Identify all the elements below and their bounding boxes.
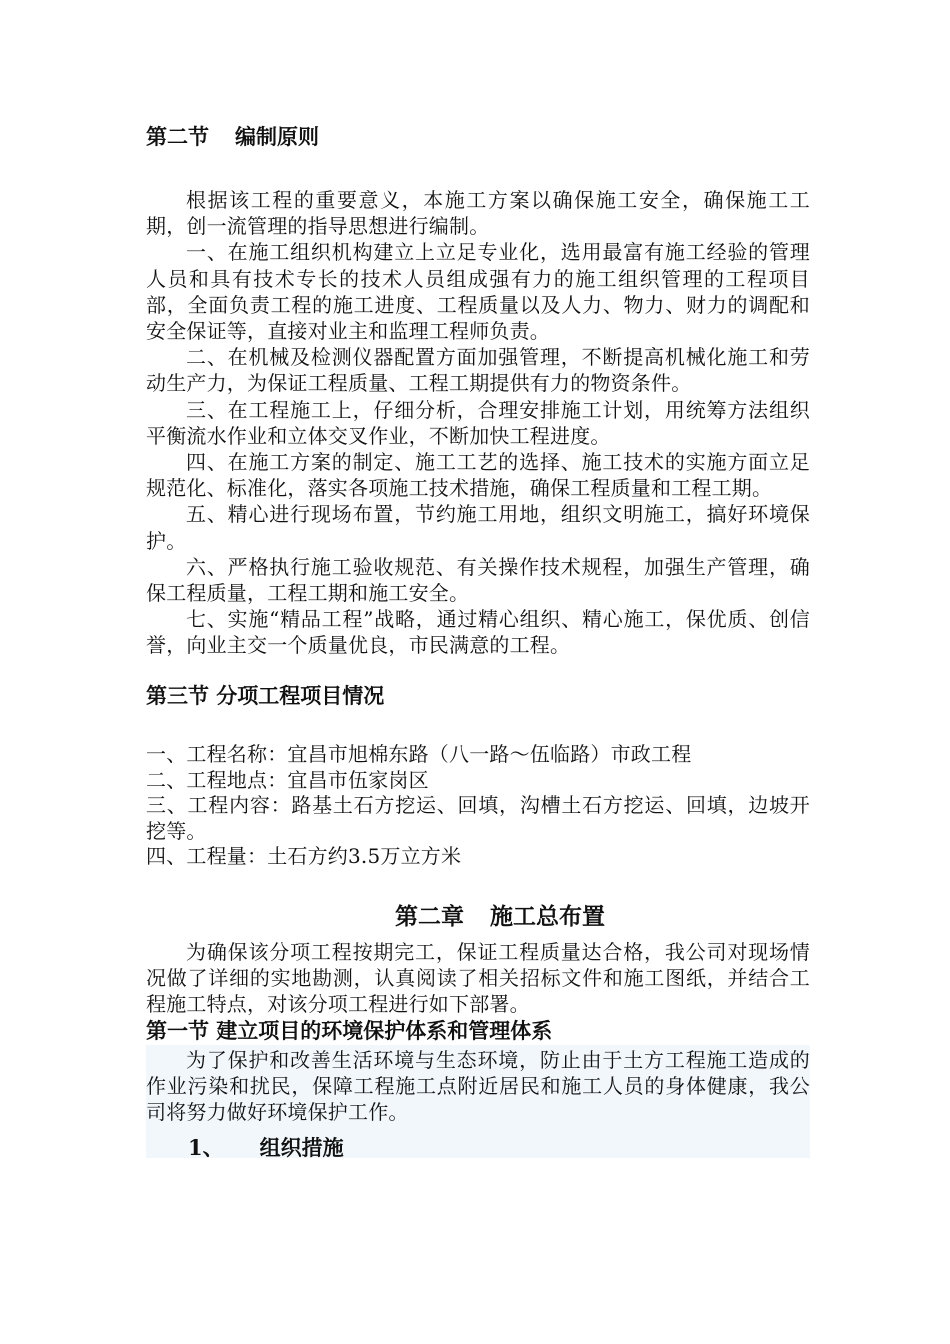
paragraph: 一、在施工组织机构建立上立足专业化，选用最富有施工经验的管理人员和具有技术专长的技术人员组成强有力的施工组织管理的工程项目部，全面负责工程的施工进度、工程质量以及人力、物力、财力的调配和安全保证等，直接对业主和监理工程师负责。 [146, 240, 810, 344]
paragraph: 二、在机械及检测仪器配置方面加强管理，不断提高机械化施工和劳动生产力，为保证工程质量、工程工期提供有力的物资条件。 [146, 345, 810, 396]
list-item: 一、工程名称：宜昌市旭棉东路（八一路～伍临路）市政工程 [146, 742, 692, 766]
paragraph: 根据该工程的重要意义，本施工方案以确保施工安全，确保施工工期，创一流管理的指导思想进行编制。 [146, 188, 810, 239]
paragraph: 四、在施工方案的制定、施工工艺的选择、施工技术的实施方面立足规范化、标准化，落实各项施工技术措施，确保工程质量和工程工期。 [146, 450, 810, 501]
section3-list [146, 742, 810, 870]
paragraph: 为了保护和改善生活环境与生态环境，防止由于土方工程施工造成的作业污染和扰民，保障工程施工点附近居民和施工人员的身体健康，我公司将努力做好环境保护工作。 [146, 1048, 810, 1125]
chapter-heading [0, 902, 950, 932]
subsection-num: 1、 [188, 1135, 224, 1160]
section3-heading: 第三节 分项工程项目情况 [146, 683, 385, 708]
chapter-intro [146, 939, 810, 1018]
paragraph: 为确保该分项工程按期完工，保证工程质量达合格，我公司对现场情况做了详细的实地勘测，认真阅读了相关招标文件和施工图纸，并结合工程施工特点，对该分项工程进行如下部署。 [146, 940, 810, 1017]
section1-body [146, 1047, 810, 1126]
paragraph: 六、严格执行施工验收规范、有关操作技术规程，加强生产管理，确保工程质量，工程工期和施工安全。 [146, 554, 810, 606]
section2-body [146, 187, 810, 659]
section1-heading: 第一节 建立项目的环境保护体系和管理体系 [146, 1018, 553, 1043]
section2-heading-num: 第二节 [146, 124, 209, 149]
list-item: 三、工程内容：路基土石方挖运、回填，沟槽土石方挖运、回填，边坡开挖等。 [146, 793, 810, 843]
chapter-num: 第二章 [395, 903, 464, 930]
paragraph: 七、实施“精品工程”战略，通过精心组织、精心施工，保优质、创信誉，向业主交一个质量优良，市民满意的工程。 [146, 607, 810, 658]
subsection-heading [188, 1134, 488, 1161]
chapter-title: 施工总布置 [490, 903, 605, 930]
section2-heading [146, 123, 810, 150]
subsection-title: 组织措施 [259, 1135, 344, 1160]
paragraph: 五、精心进行现场布置，节约施工用地，组织文明施工，搞好环境保护。 [146, 502, 810, 553]
list-item: 二、工程地点：宜昌市伍家岗区 [146, 767, 429, 792]
section2-heading-title: 编制原则 [235, 124, 319, 149]
list-item: 四、工程量：土石方约3.5万立方米 [146, 844, 462, 868]
paragraph: 三、在工程施工上，仔细分析，合理安排施工计划，用统筹方法组织平衡流水作业和立体交叉作业，不断加快工程进度。 [146, 397, 810, 448]
